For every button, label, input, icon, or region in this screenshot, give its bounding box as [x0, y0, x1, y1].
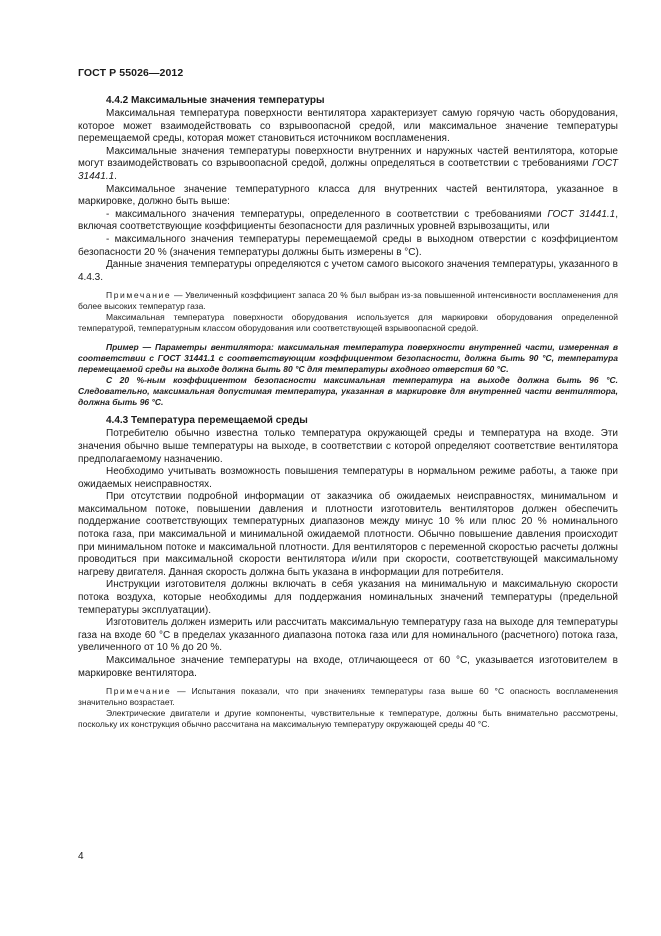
note: Максимальная температура поверхности оборудования используется для маркировки оборудования определенной температурой, температурным классом оборудования или соответствующей взрывоопасной средой.	[78, 312, 618, 334]
page-number: 4	[78, 851, 84, 862]
paragraph: Изготовитель должен измерить или рассчитать максимальную температуру газа на выходе для температуры газа на входе 60 °С в пределах указанного диапазона потока газа или для номинального (расчетного) потока газа, увеличенного от 10 % до 20 %.	[78, 617, 618, 654]
note: Примечание — Увеличенный коэффициент запаса 20 % был выбран из-за повышенной интенсивности воспламенения для более высоких температур газа.	[78, 290, 618, 312]
note: Примечание — Испытания показали, что при значениях температуры газа выше 60 °С опасность воспламенения значительно возрастает.	[78, 686, 618, 708]
paragraph: Необходимо учитывать возможность повышения температуры в нормальном режиме работы, а также при ожидаемых неисправностях.	[78, 466, 618, 490]
example: Пример — Параметры вентилятора: максимальная температура поверхности внутренней части, измеренная в соответствии с ГОСТ 31441.1 с соответствующим коэффициентом безопасности, должна быть 90 °С, температура перемещаемой среды на выходе должна быть 80 °С для температуры входного отверстия 60 °С.	[78, 342, 618, 375]
note-label: Примечание	[106, 290, 172, 301]
paragraph: Максимальное значение температуры на входе, отличающееся от 60 °С, указывается изготовителем в маркировке вентилятора.	[78, 655, 618, 679]
paragraph: Максимальное значение температурного класса для внутренних частей вентилятора, указанное в маркировке, должно быть выше:	[78, 183, 618, 208]
section-heading-4-4-3: 4.4.3 Температура перемещаемой среды	[106, 415, 308, 427]
paragraph: Максимальные значения температуры поверхности внутренних и наружных частей вентилятора, которые могут взаимодействовать со взрывоопасной средой, должны определяться в соответствии с требованиями ГОСТ 31441.1.	[78, 145, 618, 182]
example: С 20 %-ным коэффициентом безопасности максимальная температура на выходе должна быть 96 °С. Следовательно, максимальная допустимая температура, указанная в маркировке для внутренней части вентилятора, должна быть 96 °С.	[78, 375, 618, 408]
paragraph: При отсутствии подробной информации от заказчика об ожидаемых неисправностях, минимальном и максимальном потоке, повышении давления и плотности изготовитель вентиляторов должен обеспечить поддержание соответствующих температурных диапазонов между минус 10 % или плюс 20 % номинального потока газа, при максимальной и минимальной ожидаемой плотности. Обычно повышение давления происходит при минимальном потоке и максимальной плотности. Для вентиляторов с переменной скоростью расчеты должны проводиться при максимальной скорости вентилятора и/или при скорости, соответствующей максимальному нагреву двигателя. Данная скорость должна быть указана в информации для потребителя.	[78, 491, 618, 578]
standard-reference: ГОСТ 31441.1	[547, 208, 616, 220]
note: Электрические двигатели и другие компоненты, чувствительные к температуре, должны быть внимательно рассмотрены, поскольку их конструкция обычно рассчитана на максимальную температуру окружающей среды 40 °С.	[78, 708, 618, 730]
list-item: - максимального значения температуры, определенного в соответствии с требованиями ГОСТ 31441.1, включая соответствующие коэффициенты безопасности для различных уровней взрывозащиты, или	[78, 208, 619, 233]
document-body	[78, 95, 618, 730]
paragraph: Максимальная температура поверхности вентилятора характеризует самую горячую часть оборудования, которое может взаимодействовать со взрывоопасной средой, или максимальное значение температуры перемещаемой среды, которая может становиться источником воспламенения.	[78, 108, 618, 145]
list-item: - максимального значения температуры перемещаемой среды в выходном отверстии с коэффициентом безопасности 20 % (значения температуры должны быть измерены в °С).	[78, 233, 618, 258]
standard-reference: ГОСТ 31441.1	[78, 158, 618, 182]
document-header: ГОСТ Р 55026—2012	[78, 67, 184, 79]
section-heading-4-4-2: 4.4.2 Максимальные значения температуры	[106, 95, 325, 106]
note-label: Примечание	[106, 686, 172, 697]
paragraph: Инструкции изготовителя должны включать в себя указания на минимальную и максимальную скорости потока воздуха, которые необходимы для поддержания номинальных значений температуры (предельной температуры эксплуатации).	[78, 579, 618, 616]
paragraph: Потребителю обычно известна только температура окружающей среды и температура на входе. Эти значения обычно выше температуры на выходе, в соответствии с которой определяют соответствие вентилятора предполагаемому назначению.	[78, 428, 618, 465]
paragraph: Данные значения температуры определяются с учетом самого высокого значения температуры, указанного в 4.4.3.	[78, 259, 618, 283]
